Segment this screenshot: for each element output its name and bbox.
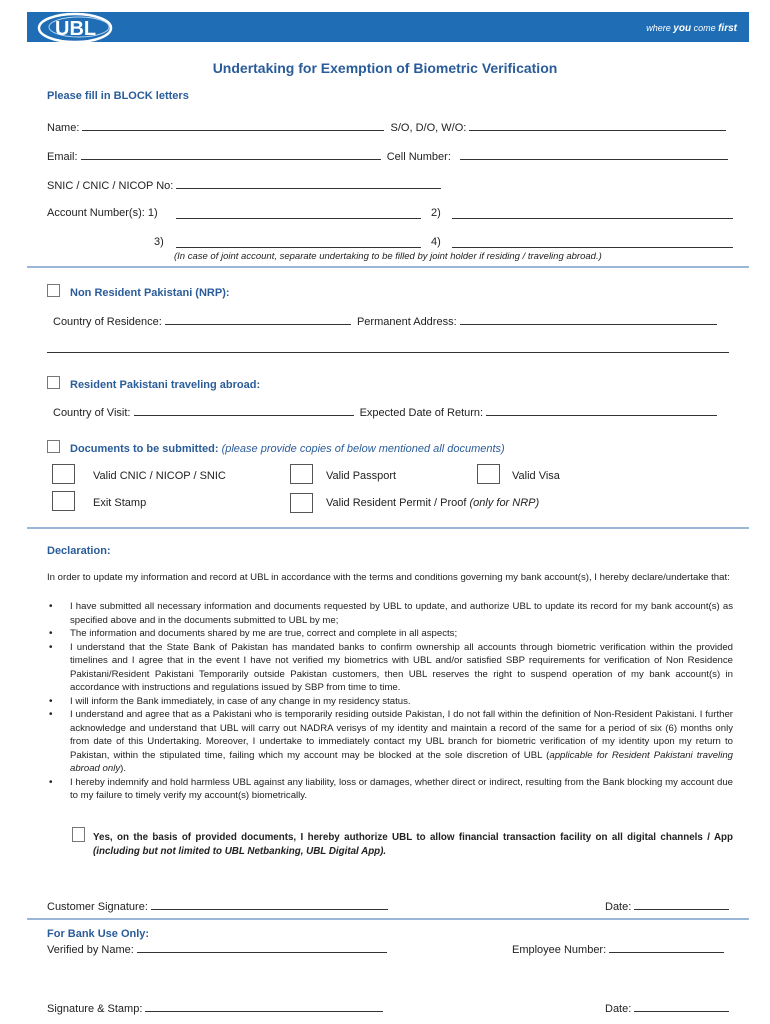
declaration-list [47,600,733,803]
resident-permit-text: Valid Resident Permit / Proof [326,497,467,509]
cnic-checkbox[interactable] [52,464,75,484]
logo-text: UBL [55,18,97,40]
declaration-item: • I have submitted all necessary information and documents requested by UBL to update, and authorize UBL to update its record for my bank account(s) as specified above and in the documents submitted to UBL by me; [47,600,733,627]
customer-signature-row [47,899,388,913]
account-2-field[interactable] [452,208,733,219]
documents-checkbox[interactable] [47,440,60,453]
resident-permit-label [326,497,539,509]
account-3-label: 3) [154,236,164,248]
cell-label: Cell Number: [386,151,451,163]
email-field[interactable] [81,149,381,160]
section-divider [27,266,749,268]
bank-date-row [605,1001,729,1015]
header-bar [27,12,749,42]
account-4-field[interactable] [452,237,733,248]
residence-country-label: Country of Residence: [53,316,162,328]
name-field[interactable] [82,120,384,131]
declaration-item: • The information and documents shared by me are true, correct and complete in all aspects; [47,627,733,641]
authorization-main: Yes, on the basis of provided documents, I hereby authorize UBL to allow financial transaction facility on all digital channels / App [93,832,733,843]
ubl-logo [35,10,145,49]
passport-label: Valid Passport [326,470,397,482]
authorization-text [93,831,733,859]
return-date-label: Expected Date of Return: [359,407,484,419]
customer-signature-field[interactable] [151,899,388,910]
authorization-checkbox[interactable] [72,827,85,842]
declaration-item: • I hereby indemnify and hold harmless UBL against any liability, loss or damages, whether direct or indirect, resulting from the Bank blocking my account due to my failure to timely verify my account(s) biometrically. [47,776,733,803]
id-row [47,178,441,192]
account-label: Account Number(s): 1) [47,207,158,219]
account-2-label: 2) [431,207,441,219]
residence-country-field[interactable] [165,314,351,325]
bank-date-field[interactable] [634,1001,729,1012]
customer-signature-label: Customer Signature: [47,901,148,913]
employee-number-row [512,942,724,956]
page-title: Undertaking for Exemption of Biometric Verification [212,60,558,76]
exit-stamp-label: Exit Stamp [93,497,147,509]
account-1-field[interactable] [176,208,421,219]
stamp-row [47,1001,383,1015]
cnic-label: Valid CNIC / NICOP / SNIC [93,470,226,482]
id-label: SNIC / CNIC / NICOP No: [47,180,174,192]
email-row [47,149,728,163]
traveling-row [53,405,717,419]
section-divider-3 [27,918,749,920]
relation-field[interactable] [469,120,726,131]
verified-by-field[interactable] [137,942,387,953]
resident-permit-note: (only for NRP) [469,497,540,509]
joint-account-note: (In case of joint account, separate undertaking to be filled by joint holder if residing / traveling abroad.) [174,251,602,262]
visit-country-label: Country of Visit: [53,407,131,419]
visa-checkbox[interactable] [477,464,500,484]
declaration-item-note: applicable for Resident Pakistani traveling abroad only [70,749,733,774]
return-date-field[interactable] [486,405,717,416]
passport-checkbox[interactable] [290,464,313,484]
verified-by-row [47,942,387,956]
nrp-heading: Non Resident Pakistani (NRP): [70,287,230,299]
name-row [47,120,726,134]
bank-use-heading: For Bank Use Only: [47,928,150,940]
declaration-item: • I understand that the State Bank of Pakistan has mandated banks to confirm ownership all accounts through biometric verification within the provided timelines and I agree that in the event I have not verified my biometrics with UBL and/or satisfied SBP requirements for verification of Non Residence Pakistani/Resident Pakistani Temporarily outside Pakistan customers, then UBL reserves the right to suspend operation of my bank account(s) in accordance with instructions and regulations issued by SBP from time to time. [47,641,733,695]
declaration-item-text: I understand and agree that as a Pakistani who is temporarily residing outside Pakistan, I do not fall within the definition of Non-Resident Pakistani. I further acknowledge and understand that UBL will carry out NADRA verisys of my identity and maintain a record of the same for a period of six (6) months only from date of this Undertaking. Moreover, I undertake to immediately contact my UBL branch for biometric verification of my identity upon my return to Pakistan, within the stipulated time, failing which my account may be blocked at the sole discretion of UBL [70,709,733,761]
permanent-address-field[interactable] [460,314,717,325]
employee-number-label: Employee Number: [512,944,607,956]
documents-heading-label: Documents to be submitted: [70,443,219,455]
declaration-item: • I understand and agree that as a Pakistani who is temporarily residing outside Pakistan, I do not fall within the definition of Non-Resident Pakistani. I further acknowledge and understand that UBL will carry out NADRA verisys of my identity and maintain a record of the same for a period of six (6) months only from date of this Undertaking. Moreover, I undertake to immediately contact my UBL branch for biometric verification of my identity upon my return to Pakistan, within the stipulated time, failing which my account may be blocked at the sole discretion of UBL (applicable for Resident Pakistani traveling abroad only). [47,708,733,776]
cell-field[interactable] [460,149,728,160]
traveling-checkbox[interactable] [47,376,60,389]
name-label: Name: [47,122,80,134]
signature-date-label: Date: [605,901,632,913]
section-divider-2 [27,527,749,529]
tagline: where you come first [646,23,737,34]
employee-number-field[interactable] [609,942,724,953]
visit-country-field[interactable] [134,405,354,416]
documents-heading-note: (please provide copies of below mentioned all documents) [221,443,505,455]
permanent-address-field-2[interactable] [47,342,729,353]
traveling-heading: Resident Pakistani traveling abroad: [70,379,261,391]
documents-heading [70,443,505,455]
visa-label: Valid Visa [512,470,560,482]
resident-permit-checkbox[interactable] [290,493,313,513]
nrp-checkbox[interactable] [47,284,60,297]
bank-date-label: Date: [605,1003,632,1015]
authorization-note: (including but not limited to UBL Netbanking, UBL Digital App). [93,846,387,857]
account-4-label: 4) [431,236,441,248]
signature-stamp-field[interactable] [145,1001,383,1012]
declaration-heading: Declaration: [47,545,111,557]
relation-label: S/O, D/O, W/O: [390,122,467,134]
account-3-field[interactable] [176,237,421,248]
email-label: Email: [47,151,78,163]
id-field[interactable] [176,178,441,189]
signature-stamp-label: Signature & Stamp: [47,1003,143,1015]
block-letters-instruction: Please fill in BLOCK letters [47,90,189,102]
exit-stamp-checkbox[interactable] [52,491,75,511]
permanent-address-label: Permanent Address: [356,316,457,328]
declaration-item: • I will inform the Bank immediately, in case of any change in my residency status. [47,695,733,709]
nrp-row [53,314,717,328]
declaration-intro: In order to update my information and record at UBL in accordance with the terms and conditions governing my bank account(s), I hereby declare/undertake that: [47,572,730,583]
signature-date-field[interactable] [634,899,729,910]
signature-date-row [605,899,729,913]
verified-by-label: Verified by Name: [47,944,134,956]
